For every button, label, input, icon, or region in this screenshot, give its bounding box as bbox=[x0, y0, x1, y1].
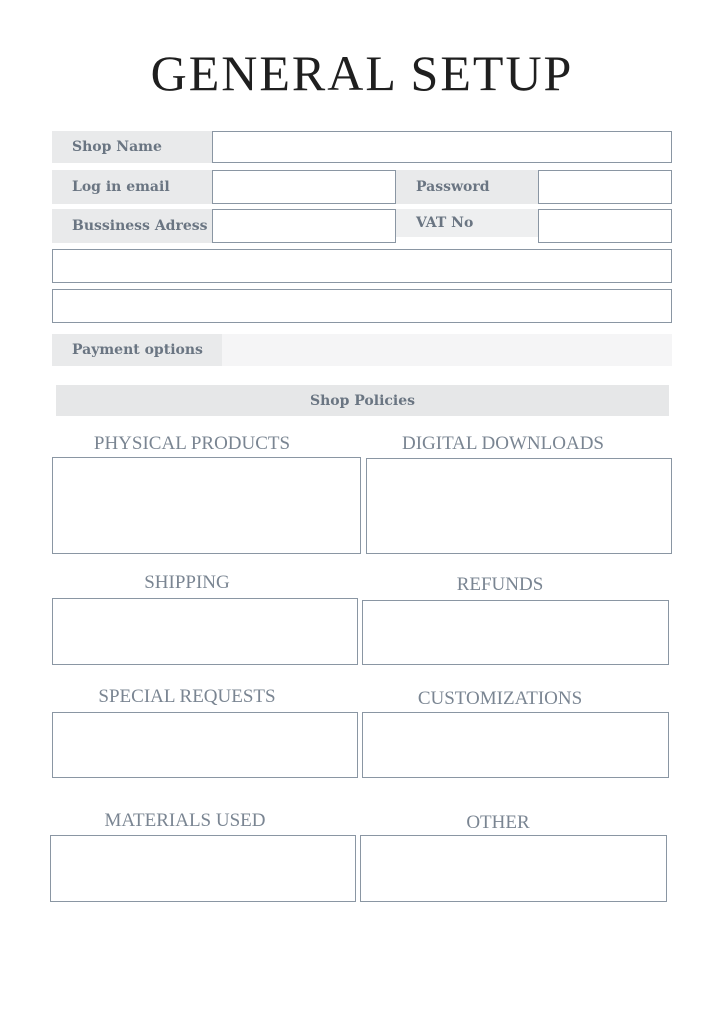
address-line-3-input[interactable] bbox=[52, 289, 672, 323]
special-requests-heading: SPECIAL REQUESTS bbox=[98, 686, 276, 707]
shipping-heading: SHIPPING bbox=[144, 572, 230, 593]
shop-policies-header: Shop Policies bbox=[56, 385, 669, 416]
shipping-box[interactable] bbox=[52, 598, 358, 665]
payment-options-field[interactable] bbox=[222, 334, 672, 366]
other-box[interactable] bbox=[360, 835, 667, 902]
business-address-input[interactable] bbox=[212, 209, 396, 243]
refunds-box[interactable] bbox=[362, 600, 669, 665]
special-requests-box[interactable] bbox=[52, 712, 358, 778]
shop-name-label: Shop Name bbox=[52, 131, 212, 163]
customizations-box[interactable] bbox=[362, 712, 669, 778]
physical-products-heading: PHYSICAL PRODUCTS bbox=[93, 433, 291, 454]
payment-options-label: Payment options bbox=[52, 334, 222, 366]
customizations-heading: CUSTOMIZATIONS bbox=[417, 688, 583, 709]
page-title: GENERAL SETUP bbox=[150, 45, 574, 101]
login-email-input[interactable] bbox=[212, 170, 396, 204]
login-email-label: Log in email bbox=[52, 170, 212, 204]
address-line-2-input[interactable] bbox=[52, 249, 672, 283]
physical-products-box[interactable] bbox=[52, 457, 361, 554]
password-label: Password bbox=[396, 170, 538, 204]
password-input[interactable] bbox=[538, 170, 672, 204]
refunds-heading: REFUNDS bbox=[456, 574, 544, 595]
digital-downloads-box[interactable] bbox=[366, 458, 672, 554]
business-address-label: Bussiness Adress bbox=[52, 209, 212, 243]
vat-no-input[interactable] bbox=[538, 209, 672, 243]
other-heading: OTHER bbox=[466, 812, 530, 833]
vat-no-label: VAT No bbox=[396, 209, 538, 237]
materials-used-heading: MATERIALS USED bbox=[104, 810, 266, 831]
digital-downloads-heading: DIGITAL DOWNLOADS bbox=[402, 433, 604, 454]
materials-used-box[interactable] bbox=[50, 835, 356, 902]
shop-name-input[interactable] bbox=[212, 131, 672, 163]
